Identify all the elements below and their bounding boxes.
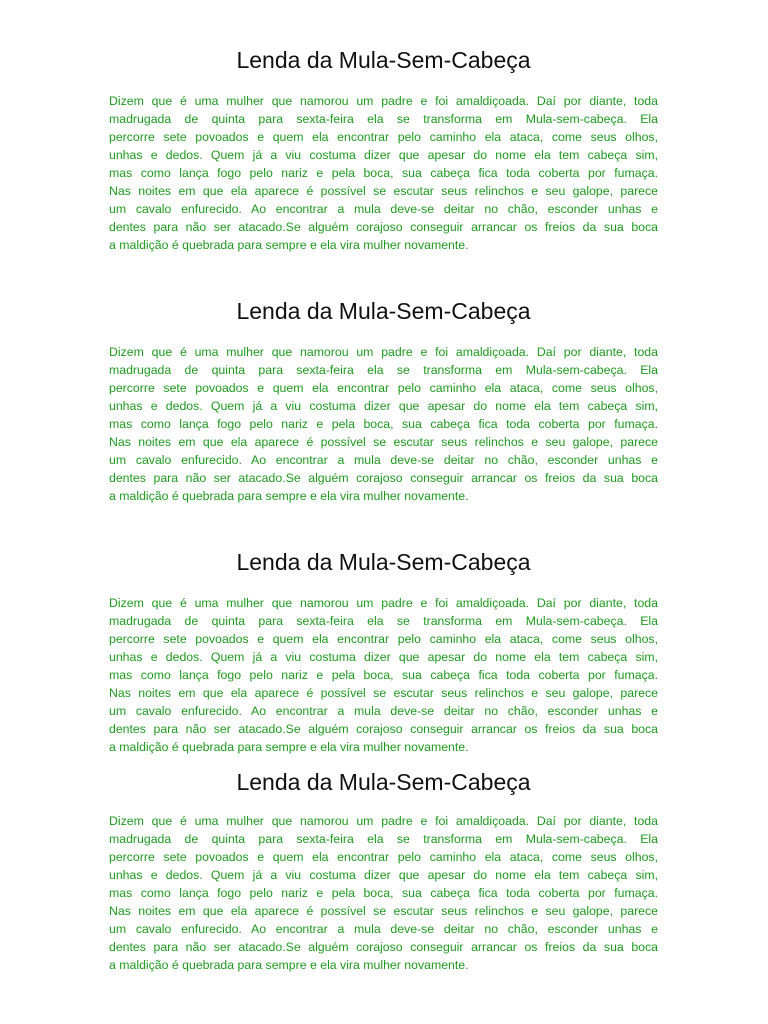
paragraph-line: dentes para não ser atacado.Se alguém corajoso conseguir arrancar os freios da sua boca xyxy=(109,471,658,485)
paragraph-line: percorre sete povoados e quem ela encontrar pelo caminho ela ataca, come seus olhos, xyxy=(109,850,658,864)
paragraph-line: unhas e dedos. Quem já a viu costuma dizer que apesar do nome ela tem cabeça sim, xyxy=(109,399,658,413)
paragraph-line: mas como lança fogo pelo nariz e pela boca, sua cabeça fica toda coberta por fumaça. xyxy=(109,166,658,180)
paragraph-line: a maldição é quebrada para sempre e ela vira mulher novamente. xyxy=(109,238,469,252)
paragraph-line: percorre sete povoados e quem ela encontrar pelo caminho ela ataca, come seus olhos, xyxy=(109,381,658,395)
section-paragraph xyxy=(109,594,658,756)
paragraph-line: madrugada de quinta para sexta-feira ela se transforma em Mula-sem-cabeça. Ela xyxy=(109,832,658,846)
paragraph-line: um cavalo enfurecido. Ao encontrar a mula deve-se deitar no chão, esconder unhas e xyxy=(109,202,658,216)
section-paragraph xyxy=(109,92,658,254)
paragraph-line: madrugada de quinta para sexta-feira ela se transforma em Mula-sem-cabeça. Ela xyxy=(109,614,658,628)
paragraph-line: Nas noites em que ela aparece é possível se escutar seus relinchos e seu galope, parece xyxy=(109,435,658,449)
paragraph-line: Nas noites em que ela aparece é possível se escutar seus relinchos e seu galope, parece xyxy=(109,904,658,918)
paragraph-line: um cavalo enfurecido. Ao encontrar a mula deve-se deitar no chão, esconder unhas e xyxy=(109,453,658,467)
section-title: Lenda da Mula-Sem-Cabeça xyxy=(236,298,531,324)
section-title: Lenda da Mula-Sem-Cabeça xyxy=(236,47,531,73)
paragraph-line: a maldição é quebrada para sempre e ela vira mulher novamente. xyxy=(109,958,469,972)
section-title: Lenda da Mula-Sem-Cabeça xyxy=(236,549,531,575)
paragraph-line: dentes para não ser atacado.Se alguém corajoso conseguir arrancar os freios da sua boca xyxy=(109,220,658,234)
paragraph-line: mas como lança fogo pelo nariz e pela boca, sua cabeça fica toda coberta por fumaça. xyxy=(109,886,658,900)
paragraph-line: Nas noites em que ela aparece é possível se escutar seus relinchos e seu galope, parece xyxy=(109,184,658,198)
section-paragraph xyxy=(109,812,658,974)
paragraph-line: mas como lança fogo pelo nariz e pela boca, sua cabeça fica toda coberta por fumaça. xyxy=(109,417,658,431)
paragraph-line: Dizem que é uma mulher que namorou um padre e foi amaldiçoada. Daí por diante, toda xyxy=(109,596,658,610)
paragraph-line: um cavalo enfurecido. Ao encontrar a mula deve-se deitar no chão, esconder unhas e xyxy=(109,704,658,718)
paragraph-line: Dizem que é uma mulher que namorou um padre e foi amaldiçoada. Daí por diante, toda xyxy=(109,814,658,828)
section-paragraph xyxy=(109,343,658,505)
paragraph-line: a maldição é quebrada para sempre e ela vira mulher novamente. xyxy=(109,489,469,503)
section-title: Lenda da Mula-Sem-Cabeça xyxy=(236,769,531,795)
paragraph-line: madrugada de quinta para sexta-feira ela se transforma em Mula-sem-cabeça. Ela xyxy=(109,112,658,126)
paragraph-line: percorre sete povoados e quem ela encontrar pelo caminho ela ataca, come seus olhos, xyxy=(109,632,658,646)
paragraph-line: Nas noites em que ela aparece é possível se escutar seus relinchos e seu galope, parece xyxy=(109,686,658,700)
paragraph-line: dentes para não ser atacado.Se alguém corajoso conseguir arrancar os freios da sua boca xyxy=(109,722,658,736)
paragraph-line: mas como lança fogo pelo nariz e pela boca, sua cabeça fica toda coberta por fumaça. xyxy=(109,668,658,682)
legend-section xyxy=(109,46,658,254)
legend-section xyxy=(109,297,658,505)
paragraph-line: unhas e dedos. Quem já a viu costuma dizer que apesar do nome ela tem cabeça sim, xyxy=(109,868,658,882)
legend-section xyxy=(109,768,658,974)
legend-section xyxy=(109,548,658,756)
paragraph-line: madrugada de quinta para sexta-feira ela se transforma em Mula-sem-cabeça. Ela xyxy=(109,363,658,377)
paragraph-line: unhas e dedos. Quem já a viu costuma dizer que apesar do nome ela tem cabeça sim, xyxy=(109,148,658,162)
paragraph-line: percorre sete povoados e quem ela encontrar pelo caminho ela ataca, come seus olhos, xyxy=(109,130,658,144)
paragraph-line: Dizem que é uma mulher que namorou um padre e foi amaldiçoada. Daí por diante, toda xyxy=(109,94,658,108)
paragraph-line: um cavalo enfurecido. Ao encontrar a mula deve-se deitar no chão, esconder unhas e xyxy=(109,922,658,936)
paragraph-line: dentes para não ser atacado.Se alguém corajoso conseguir arrancar os freios da sua boca xyxy=(109,940,658,954)
paragraph-line: unhas e dedos. Quem já a viu costuma dizer que apesar do nome ela tem cabeça sim, xyxy=(109,650,658,664)
paragraph-line: Dizem que é uma mulher que namorou um padre e foi amaldiçoada. Daí por diante, toda xyxy=(109,345,658,359)
paragraph-line: a maldição é quebrada para sempre e ela vira mulher novamente. xyxy=(109,740,469,754)
